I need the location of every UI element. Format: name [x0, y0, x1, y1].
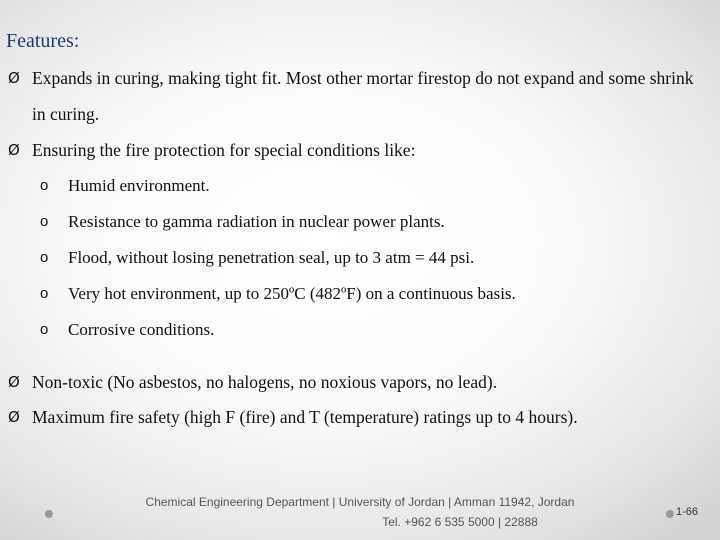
- sub-item-text: Flood, without losing penetration seal, up to 3 atm = 44 psi.: [68, 248, 475, 267]
- arrow-bullet-icon: Ø: [8, 373, 20, 391]
- slide-title: Features:: [6, 30, 80, 52]
- bullet-text: Ensuring the fire protection for special conditions like:: [32, 140, 416, 160]
- bullet-text: Maximum fire safety (high F (fire) and T (temperature) ratings up to 4 hours).: [32, 407, 578, 427]
- bullet-text: Expands in curing, making tight fit. Most other mortar firestop do not expand and some shrink in curing.: [32, 68, 694, 124]
- sub-item: [40, 168, 210, 204]
- bullet-item: [8, 60, 708, 132]
- page-number: 1-66: [676, 506, 699, 518]
- circle-bullet-icon: o: [40, 321, 49, 338]
- sub-item: [40, 276, 516, 312]
- arrow-bullet-icon: Ø: [8, 408, 20, 426]
- sub-item-text: Very hot environment, up to 250ºC (482ºF) on a continuous basis.: [68, 284, 516, 303]
- arrow-bullet-icon: Ø: [8, 141, 20, 159]
- sub-item-text: Corrosive conditions.: [68, 320, 215, 339]
- sub-item-text: Resistance to gamma radiation in nuclear power plants.: [68, 212, 445, 231]
- bullet-item: [8, 399, 708, 435]
- footer-right-dot: [666, 510, 674, 518]
- bullet-item: [8, 364, 708, 400]
- bullet-text: Non-toxic (No asbestos, no halogens, no noxious vapors, no lead).: [32, 372, 498, 392]
- circle-bullet-icon: o: [40, 177, 49, 194]
- footer-line-2: Tel. +962 6 535 5000 | 22888: [382, 515, 538, 529]
- circle-bullet-icon: o: [40, 285, 49, 302]
- circle-bullet-icon: o: [40, 249, 49, 266]
- arrow-bullet-icon: Ø: [8, 69, 20, 87]
- bullet-item: [8, 132, 708, 168]
- footer: [0, 492, 720, 532]
- footer-line-1: Chemical Engineering Department | University of Jordan | Amman 11942, Jordan: [145, 495, 575, 509]
- sub-item-text: Humid environment.: [68, 176, 210, 195]
- sub-item: [40, 312, 214, 348]
- circle-bullet-icon: o: [40, 213, 49, 230]
- sub-item: [40, 204, 445, 240]
- sub-item: [40, 240, 474, 276]
